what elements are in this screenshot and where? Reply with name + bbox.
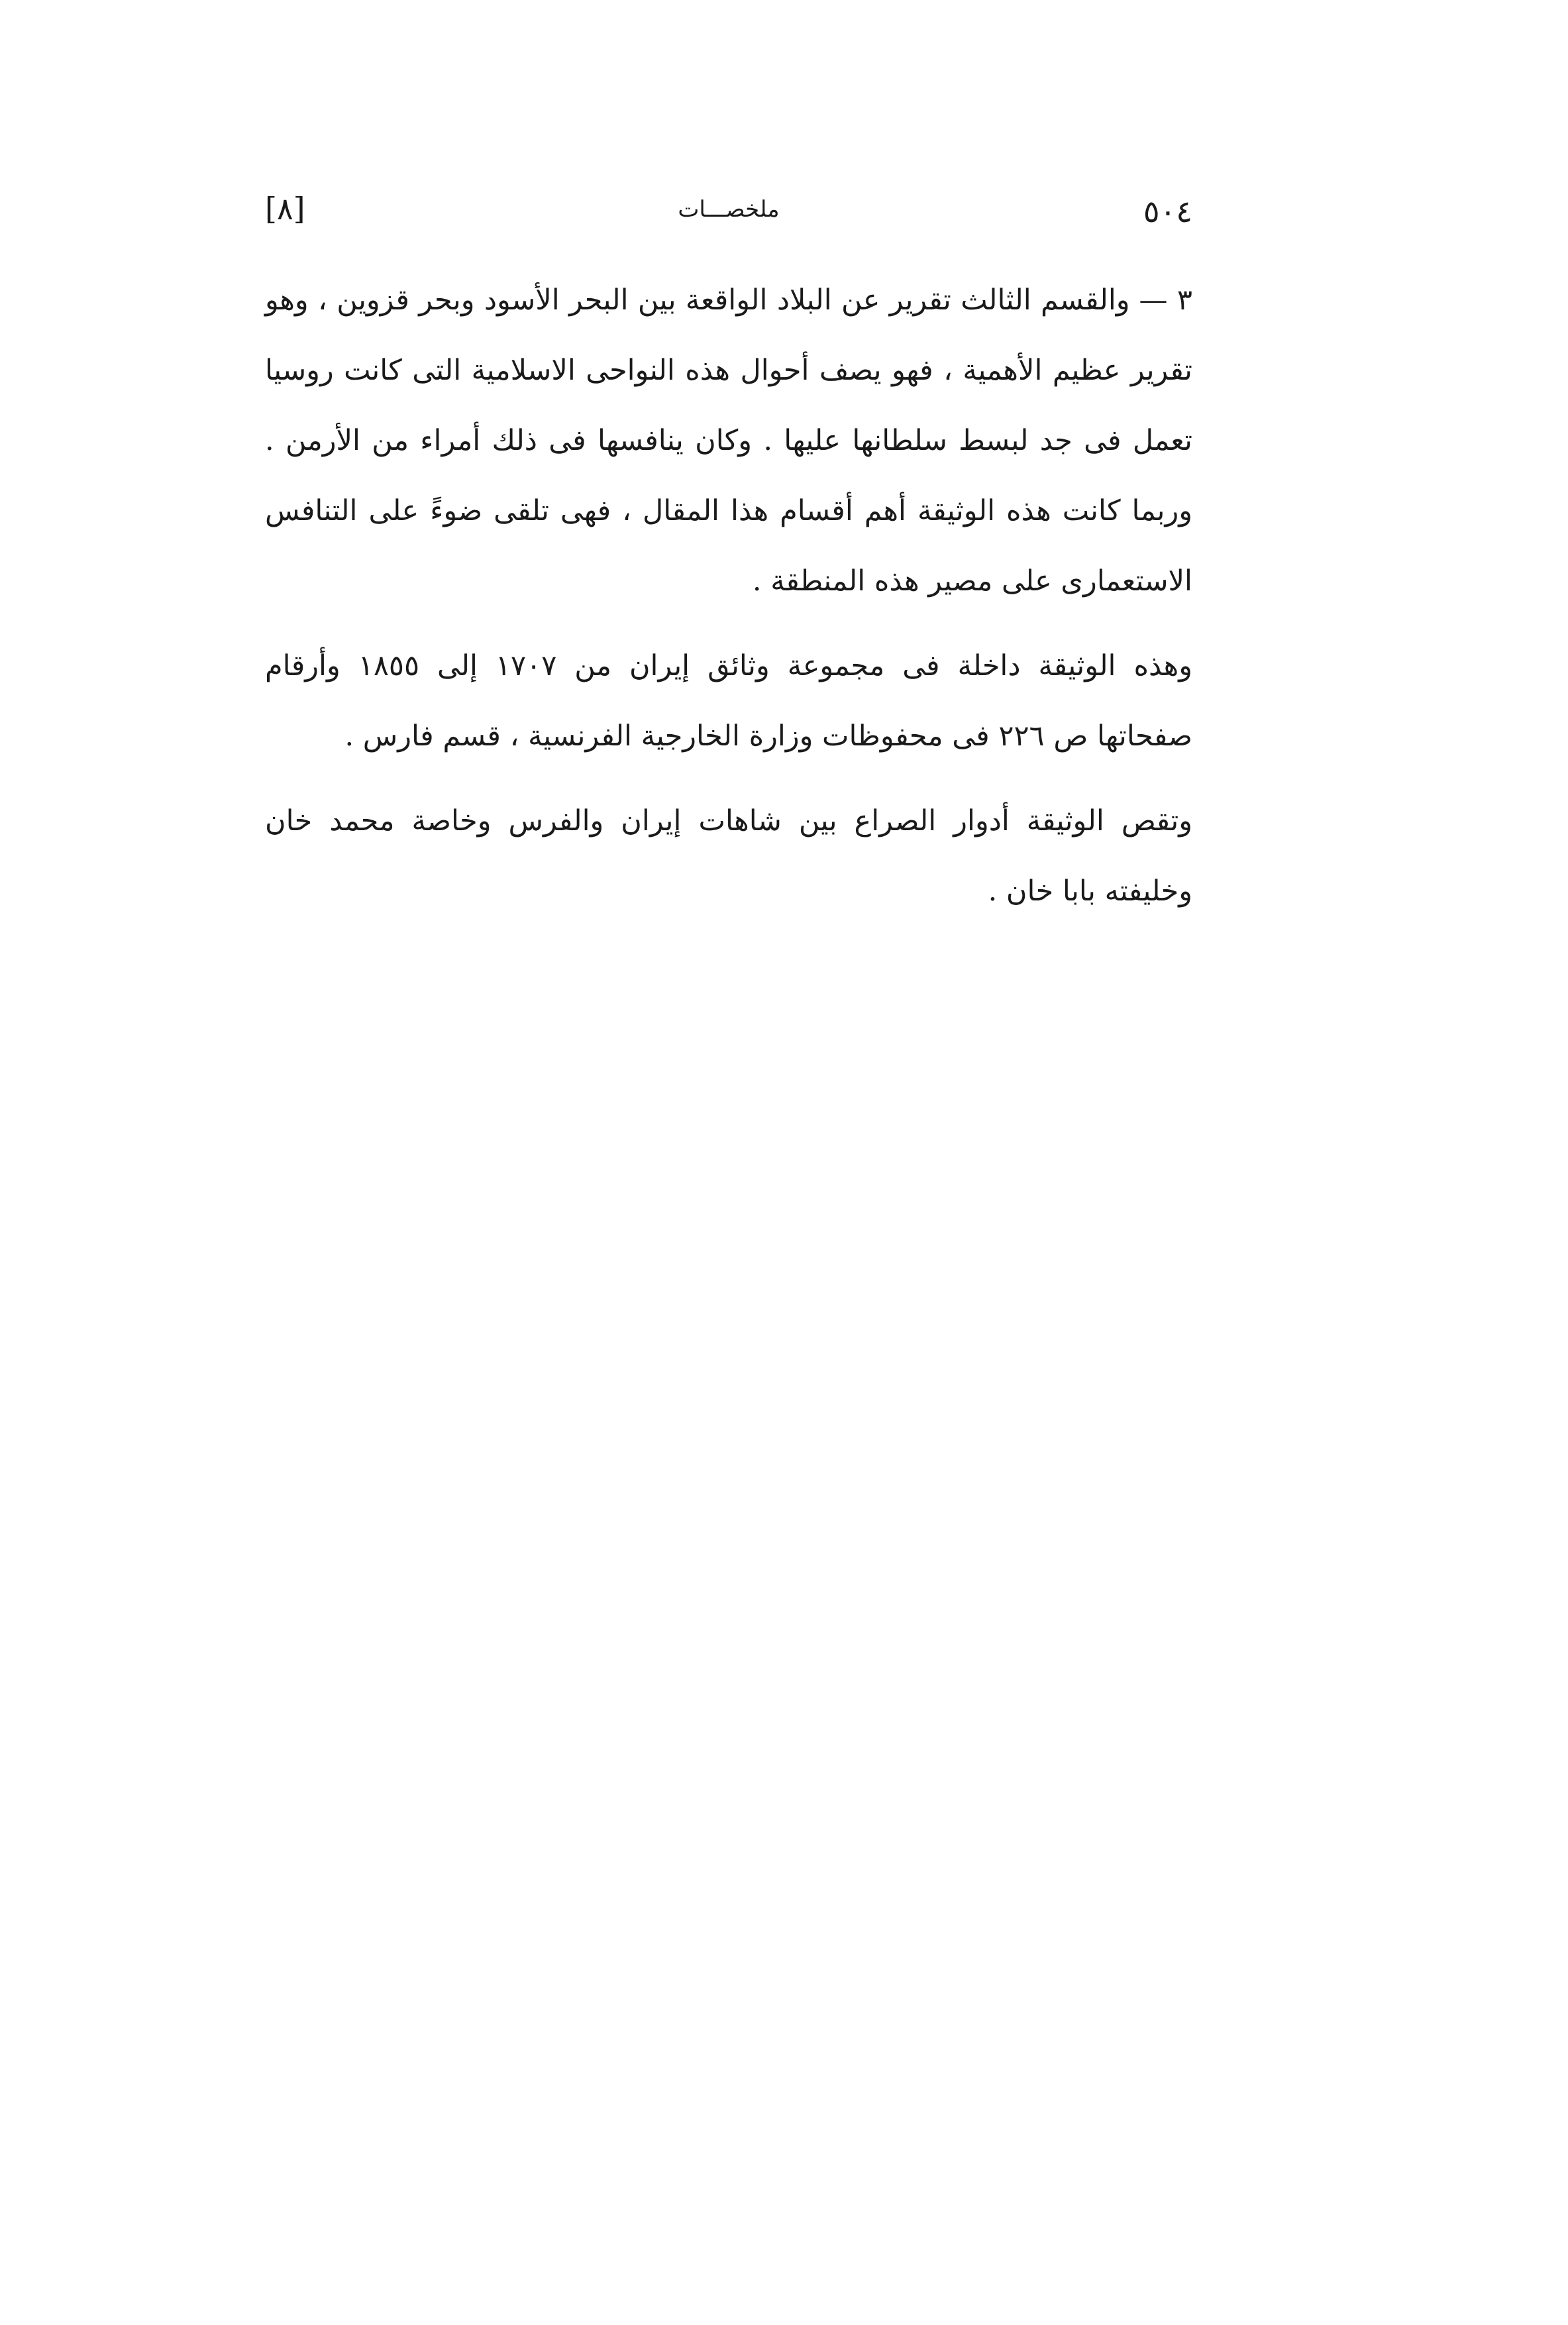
running-title: ملخصـــات bbox=[678, 196, 780, 223]
paragraph-3 bbox=[265, 786, 1192, 926]
paragraph-text: والقسم الثالث تقرير عن البلاد الواقعة بين البحر الأسود وبحر قزوين ، وهو تقرير عظيم الأهمية ، فهو يصف أحوال هذه النواحى الاسلامية التى كانت روسيا تعمل فى جد لبسط سلطانها عليها . وكان ينافسها فى ذلك أمراء من الأرمن . وربما كانت هذه الوثيقة أهم أقسام هذا المقال ، فهى تلقى ضوءً على التنافس الاستعمارى على مصير هذه المنطقة . bbox=[265, 284, 1192, 598]
page-header bbox=[265, 187, 1192, 246]
page-number: ٥٠٤ bbox=[1143, 193, 1192, 229]
paragraph-1 bbox=[265, 265, 1192, 616]
body-text bbox=[265, 265, 1192, 941]
paragraph-2 bbox=[265, 631, 1192, 771]
section-bracket-label: [٨] bbox=[265, 191, 305, 227]
paragraph-text: وتقص الوثيقة أدوار الصراع بين شاهات إيران والفرس وخاصة محمد خان وخليفته بابا خان . bbox=[265, 804, 1192, 908]
paragraph-number: ٣ — bbox=[1139, 284, 1192, 317]
paragraph-text: وهذه الوثيقة داخلة فى مجموعة وثائق إيران من ١٧٠٧ إلى ١٨٥٥ وأرقام صفحاتها ص ٢٢٦ فى محفوظات وزارة الخارجية الفرنسية ، قسم فارس . bbox=[265, 649, 1192, 753]
